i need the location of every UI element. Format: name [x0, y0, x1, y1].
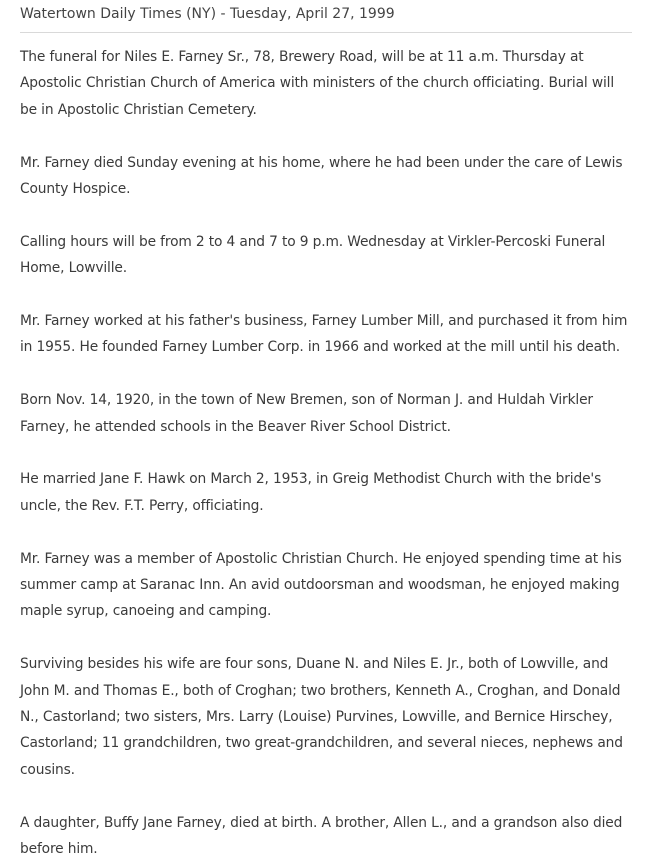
paragraph-death: Mr. Farney died Sunday evening at his home, where he had been under the care of Lewis County Hospice.: [20, 154, 623, 198]
paragraph-marriage: He married Jane F. Hawk on March 2, 1953, in Greig Methodist Church with the bride's uncle, the Rev. F.T. Perry, officiating.: [20, 471, 602, 514]
paragraph-calling-hours: Calling hours will be from 2 to 4 and 7 to 9 p.m. Wednesday at Virkler-Percoski Funeral Home, Lowville.: [20, 233, 606, 277]
paragraph-interests: Mr. Farney was a member of Apostolic Christian Church. He enjoyed spending time at his summer camp at Saranac Inn. An avid outdoorsman and woodsman, he enjoyed making maple syrup, canoeing and camping.: [20, 550, 622, 620]
paragraph-survivors: Surviving besides his wife are four sons, Duane N. and Niles E. Jr., both of Lowville, and John M. and Thomas E., both of Croghan; two brothers, Kenneth A., Croghan, and Donald N., Castorland; two sisters, Mrs. Larry (Louise) Purvines, Lowville, and Bernice Hirschey, Castorland; 11 grandchildren, two great-grandchildren, and several nieces, nephews and cousins.: [20, 656, 623, 778]
source-header: Watertown Daily Times (NY) - Tuesday, April 27, 1999: [20, 6, 395, 22]
obituary-article: [20, 44, 632, 862]
paragraph-career: Mr. Farney worked at his father's business, Farney Lumber Mill, and purchased it from him in 1955. He founded Farney Lumber Corp. in 1966 and worked at the mill until his death.: [20, 313, 628, 356]
paragraph-birth: Born Nov. 14, 1920, in the town of New Bremen, son of Norman J. and Huldah Virkler Farney, he attended schools in the Beaver River School District.: [20, 392, 593, 435]
paragraph-predeceased: A daughter, Buffy Jane Farney, died at birth. A brother, Allen L., and a grandson also died before him.: [20, 814, 623, 858]
paragraph-funeral: The funeral for Niles E. Farney Sr., 78, Brewery Road, will be at 11 a.m. Thursday at Apostolic Christian Church of America with ministers of the church officiating. Burial will be in Apostolic Christian Cemetery.: [20, 49, 615, 118]
header-divider: [20, 32, 632, 33]
